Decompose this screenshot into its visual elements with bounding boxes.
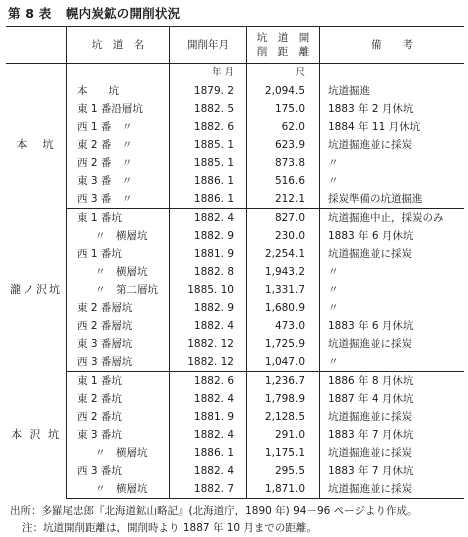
table-row — [6, 390, 464, 408]
excavation-date: 1882. 4 — [170, 426, 247, 444]
section-label: 瀧ノ沢坑 — [6, 209, 67, 372]
table-row — [6, 100, 464, 118]
excavation-date: 1882. 5 — [170, 100, 247, 118]
excavation-distance: 473.0 — [247, 317, 320, 335]
tunnel-name: 東 1 番坑 — [67, 209, 170, 228]
explanatory-note: 注：坑道開削距離は，開削時より 1887 年 10 月までの距離。 — [22, 522, 317, 534]
table-row — [6, 118, 464, 136]
table-row — [6, 227, 464, 245]
excavation-distance: 1,680.9 — [247, 299, 320, 317]
table-row — [6, 299, 464, 317]
excavation-distance: 516.6 — [247, 172, 320, 190]
tunnel-name: 西 3 番層坑 — [67, 353, 170, 372]
excavation-distance: 2,254.1 — [247, 245, 320, 263]
excavation-date: 1882. 4 — [170, 209, 247, 228]
remarks: 坑道掘進 — [328, 85, 370, 97]
unit-name-blank — [67, 64, 170, 83]
remarks: 1883 年 6 月休坑 — [328, 230, 414, 242]
table-body — [6, 64, 464, 499]
tunnel-name: 東 2 番坑 — [67, 390, 170, 408]
remarks: 〃 — [328, 266, 339, 278]
tunnel-name: 本 坑 — [67, 82, 170, 100]
tunnel-name: 西 2 番層坑 — [67, 317, 170, 335]
table-row — [6, 317, 464, 335]
excavation-distance: 1,871.0 — [247, 480, 320, 499]
remarks: 1883 年 2 月休坑 — [328, 103, 414, 115]
excavation-date: 1882. 4 — [170, 390, 247, 408]
remarks: 1884 年 11 月休坑 — [328, 121, 421, 133]
remarks: 〃 — [328, 284, 339, 296]
excavation-distance: 62.0 — [247, 118, 320, 136]
excavation-date: 1881. 9 — [170, 408, 247, 426]
excavation-date: 1882. 7 — [170, 480, 247, 499]
unit-date: 年 月 — [170, 64, 247, 83]
header-distance-line1: 坑 道 開 — [256, 32, 310, 44]
excavation-distance: 2,094.5 — [247, 82, 320, 100]
tunnel-name: 〃 横層坑 — [67, 263, 170, 281]
tunnel-name: 〃 横層坑 — [67, 480, 170, 499]
excavation-date: 1882. 4 — [170, 462, 247, 480]
excavation-distance: 1,725.9 — [247, 335, 320, 353]
table-row — [6, 444, 464, 462]
excavation-date: 1885. 1 — [170, 154, 247, 172]
table-row — [6, 353, 464, 372]
remarks: 1883 年 7 月休坑 — [328, 465, 414, 477]
remarks: 坑道掘進並に採炭 — [320, 480, 465, 499]
table-row — [6, 82, 464, 100]
remarks: 1883 年 6 月休坑 — [328, 320, 414, 332]
excavation-date: 1886. 1 — [170, 444, 247, 462]
excavation-distance: 1,798.9 — [247, 390, 320, 408]
table-caption: 幌内炭鉱の開削状況 — [65, 6, 181, 21]
unit-row — [6, 64, 464, 83]
tunnel-name: 東 3 番層坑 — [67, 335, 170, 353]
header-tunnel-name: 坑 道 名 — [67, 27, 170, 64]
table-row — [6, 209, 464, 228]
excavation-date: 1886. 1 — [170, 190, 247, 209]
tunnel-name: 西 2 番 〃 — [67, 154, 170, 172]
remarks: 〃 — [328, 302, 339, 314]
header-section-blank — [6, 27, 67, 64]
remarks: 坑道掘進並に採炭 — [328, 447, 412, 459]
excavation-distance: 212.1 — [247, 190, 320, 209]
tunnel-name: 東 2 番 〃 — [67, 136, 170, 154]
excavation-distance: 295.5 — [247, 462, 320, 480]
excavation-distance: 1,943.2 — [247, 263, 320, 281]
table-row — [6, 281, 464, 299]
tunnel-name: 〃 第二層坑 — [67, 281, 170, 299]
table-row — [6, 190, 464, 209]
header-distance-line2: 削 距 離 — [256, 46, 310, 58]
unit-distance: 尺 — [247, 64, 320, 83]
excavation-date: 1881. 9 — [170, 245, 247, 263]
tunnel-name: 西 3 番 〃 — [67, 190, 170, 209]
remarks: 坑道掘進中止，採炭のみ — [328, 212, 444, 224]
header-excavation-distance — [247, 27, 320, 64]
excavation-distance: 1,331.7 — [247, 281, 320, 299]
table-row — [6, 263, 464, 281]
excavation-date: 1882. 9 — [170, 299, 247, 317]
source-note: 出所：多羅尾忠郎『北海道鉱山略記』(北海道庁，1890 年) 94－96 ページより作成。 — [10, 505, 418, 517]
tunnel-name: 西 2 番坑 — [67, 408, 170, 426]
remarks: 坑道掘進並に採炭 — [328, 411, 412, 423]
table-header — [6, 27, 464, 64]
tunnel-name: 東 3 番坑 — [67, 426, 170, 444]
excavation-distance: 827.0 — [247, 209, 320, 228]
tunnel-name: 東 3 番 〃 — [67, 172, 170, 190]
tunnel-name: 東 1 番坑 — [67, 372, 170, 391]
excavation-date: 1882. 4 — [170, 317, 247, 335]
excavation-date: 1882. 12 — [170, 335, 247, 353]
remarks: 坑道掘進並に採炭 — [328, 248, 412, 260]
excavation-date: 1885. 1 — [170, 136, 247, 154]
excavation-date: 1882. 9 — [170, 227, 247, 245]
excavation-table — [6, 26, 464, 499]
remarks: 1887 年 4 月休坑 — [328, 393, 414, 405]
table-row — [6, 372, 464, 391]
remarks: 〃 — [328, 175, 339, 187]
table-row — [6, 426, 464, 444]
unit-section-blank — [6, 64, 67, 83]
remarks: 1883 年 7 月休坑 — [328, 429, 414, 441]
excavation-distance: 1,175.1 — [247, 444, 320, 462]
remarks: 採炭準備の坑道掘進 — [320, 190, 465, 209]
excavation-date: 1885. 10 — [170, 281, 247, 299]
table-row — [6, 172, 464, 190]
excavation-distance: 1,236.7 — [247, 372, 320, 391]
excavation-date: 1882. 6 — [170, 372, 247, 391]
excavation-date: 1882. 8 — [170, 263, 247, 281]
table-row — [6, 480, 464, 499]
excavation-distance: 291.0 — [247, 426, 320, 444]
remarks: 坑道掘進並に採炭 — [328, 139, 412, 151]
remarks: 〃 — [320, 353, 465, 372]
tunnel-name: 西 1 番坑 — [67, 245, 170, 263]
table-row — [6, 408, 464, 426]
table-row — [6, 136, 464, 154]
header-excavation-date: 開削年月 — [170, 27, 247, 64]
excavation-date: 1882. 12 — [170, 353, 247, 372]
tunnel-name: 東 1 番沿層坑 — [67, 100, 170, 118]
excavation-distance: 623.9 — [247, 136, 320, 154]
excavation-distance: 175.0 — [247, 100, 320, 118]
table-title — [8, 4, 180, 22]
unit-note-blank — [320, 64, 465, 83]
remarks: 坑道掘進並に採炭 — [328, 338, 412, 350]
tunnel-name: 東 2 番層坑 — [67, 299, 170, 317]
section-label: 本 沢 坑 — [6, 372, 67, 499]
tunnel-name: 〃 横層坑 — [67, 227, 170, 245]
header-remarks: 備 考 — [320, 27, 465, 64]
table-row — [6, 154, 464, 172]
remarks: 〃 — [328, 157, 339, 169]
tunnel-name: 西 3 番坑 — [67, 462, 170, 480]
section-label: 本 坑 — [6, 82, 67, 209]
table-row — [6, 462, 464, 480]
remarks: 1886 年 8 月休坑 — [328, 375, 414, 387]
excavation-distance: 1,047.0 — [247, 353, 320, 372]
excavation-date: 1886. 1 — [170, 172, 247, 190]
tunnel-name: 〃 横層坑 — [67, 444, 170, 462]
excavation-distance: 2,128.5 — [247, 408, 320, 426]
table-row — [6, 335, 464, 353]
excavation-date: 1882. 6 — [170, 118, 247, 136]
excavation-date: 1879. 2 — [170, 82, 247, 100]
excavation-distance: 230.0 — [247, 227, 320, 245]
excavation-distance: 873.8 — [247, 154, 320, 172]
table-row — [6, 245, 464, 263]
tunnel-name: 西 1 番 〃 — [67, 118, 170, 136]
table-number: 第 8 表 — [8, 6, 52, 21]
